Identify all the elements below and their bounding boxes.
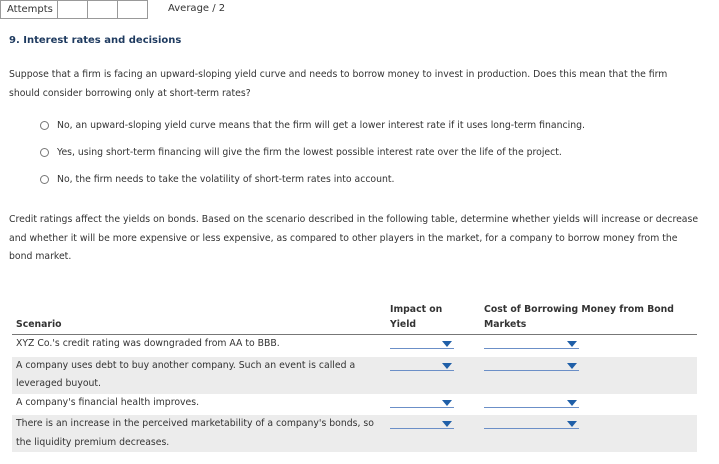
cost-header-line1: Cost of Borrowing Money from Bond <box>484 304 674 315</box>
scenario-header: Scenario <box>12 302 386 335</box>
impact-header <box>386 302 480 335</box>
chevron-down-icon[interactable] <box>442 341 452 347</box>
average-score: Average / 2 <box>168 3 226 14</box>
attempt-box <box>57 0 87 19</box>
table-row <box>12 415 697 452</box>
question-prompt: Suppose that a firm is facing an upward-sloping yield curve and needs to borrow money to invest in production. Does this mean that the firm should consider borrowing only at short-term rates? <box>9 69 668 99</box>
attempts-label: Attempts <box>0 0 57 19</box>
impact-header-line2: Yield <box>390 319 417 330</box>
chevron-down-icon[interactable] <box>567 400 577 406</box>
table-row <box>12 357 697 394</box>
table-header-row <box>12 302 697 335</box>
impact-dropdown[interactable] <box>390 338 454 349</box>
impact-cell <box>386 394 480 416</box>
cost-dropdown[interactable] <box>484 360 579 371</box>
credit-intro: Credit ratings affect the yields on bonds. Based on the scenario described in the following table, determine whether yields will increase or decrease and whether it will be more expensive or less expensive, as compared to other players in the market, for a company to borrow money from the bond market. <box>9 214 699 262</box>
impact-dropdown[interactable] <box>390 418 454 429</box>
attempt-box <box>117 0 148 19</box>
cost-cell <box>480 335 697 357</box>
cost-header <box>480 302 697 335</box>
cost-cell <box>480 357 697 394</box>
impact-dropdown[interactable] <box>390 397 454 408</box>
radio-button[interactable] <box>40 121 49 130</box>
cost-dropdown[interactable] <box>484 338 579 349</box>
cost-dropdown[interactable] <box>484 397 579 408</box>
chevron-down-icon[interactable] <box>567 341 577 347</box>
scenario-cell: XYZ Co.'s credit rating was downgraded from AA to BBB. <box>16 338 280 349</box>
scenario-table <box>12 302 697 452</box>
impact-cell <box>386 335 480 357</box>
cost-cell <box>480 394 697 416</box>
question-title: 9. Interest rates and decisions <box>9 35 182 46</box>
table-row <box>12 335 697 357</box>
option-2[interactable] <box>40 147 562 158</box>
option-3[interactable] <box>40 174 395 185</box>
attempts-row <box>0 0 148 19</box>
impact-header-line1: Impact on <box>390 304 443 315</box>
chevron-down-icon[interactable] <box>567 421 577 427</box>
impact-cell <box>386 357 480 394</box>
table-row <box>12 394 697 416</box>
cost-header-line2: Markets <box>484 319 527 330</box>
scenario-cell: A company uses debt to buy another company. Such an event is called a leveraged buyout. <box>12 357 386 394</box>
option-label: Yes, using short-term financing will give the firm the lowest possible interest rate over the life of the project. <box>57 147 562 158</box>
option-label: No, an upward-sloping yield curve means that the firm will get a lower interest rate if it uses long-term financing. <box>57 120 585 131</box>
scenario-cell: A company's financial health improves. <box>16 396 200 408</box>
impact-dropdown[interactable] <box>390 360 454 371</box>
radio-button[interactable] <box>40 148 49 157</box>
option-1[interactable] <box>40 120 585 131</box>
chevron-down-icon[interactable] <box>442 363 452 369</box>
radio-button[interactable] <box>40 175 49 184</box>
impact-cell <box>386 415 480 452</box>
attempt-box <box>87 0 117 19</box>
cost-cell <box>480 415 697 452</box>
scenario-cell: There is an increase in the perceived marketability of a company's bonds, so the liquidity premium decreases. <box>12 415 386 452</box>
option-label: No, the firm needs to take the volatility of short-term rates into account. <box>57 174 395 185</box>
chevron-down-icon[interactable] <box>567 363 577 369</box>
chevron-down-icon[interactable] <box>442 400 452 406</box>
cost-dropdown[interactable] <box>484 418 579 429</box>
chevron-down-icon[interactable] <box>442 421 452 427</box>
